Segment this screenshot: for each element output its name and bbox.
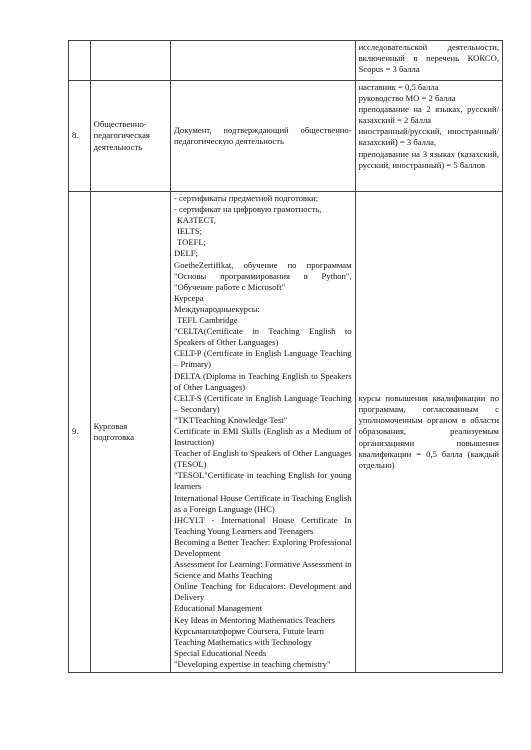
criterion-name-cell: Курсовая подготовка <box>90 192 170 673</box>
course-line: "TESOL"Certificate in teaching English for young learners <box>174 470 352 492</box>
course-line: Online Teaching for Educators: Development and Delivery <box>174 581 352 603</box>
course-line: TOEFL; <box>177 237 207 248</box>
course-line: Курсынаплатформе Coursera, Futute learn <box>174 625 324 636</box>
course-line: "CELTA(Certificate in Teaching English to Speakers of Other Languages) <box>174 326 352 348</box>
course-line: International House Certificate in Teaching English as a Foreign Language (IHC) <box>174 492 352 514</box>
course-line: IHCYLT - International House Certificate In Teaching Young Learners and Teenagers <box>174 514 352 536</box>
table-row-continuation <box>69 41 503 81</box>
course-line: Special Educational Needs <box>174 647 267 658</box>
course-line: GoetheZertifikat, обучение по программам "Основы программирования в Python", "Обучение работе с Microsoft" <box>174 259 352 292</box>
row-number-cell <box>69 41 91 81</box>
course-line: - сертификаты предметной подготовки; <box>174 193 319 203</box>
course-line: DELTA (Diploma in Teaching English to Speakers of Other Languages) <box>174 370 352 392</box>
document-cell <box>171 41 356 81</box>
course-line: DELF; <box>174 248 198 259</box>
course-line: CELT-S (Certificate in English Language Teaching – Secondary) <box>174 392 352 414</box>
course-line: - сертификат на цифровую грамотность, <box>174 204 322 215</box>
criterion-name-cell <box>90 41 170 81</box>
score-cell: курсы повышения квалификации по программам, согласованным с уполномоченным органом в области образования, реализуемым организациями повышения квалификации = 0,5 балла (каждый отдельно) <box>355 192 502 673</box>
course-line: Educational Management <box>174 603 263 614</box>
course-line: IELTS; <box>177 226 203 237</box>
course-line: Assessment for Learning: Formative Assessment in Science and Maths Teaching <box>174 559 352 581</box>
course-line: "TKTTeaching Knowledge Test" <box>174 414 288 425</box>
table-row-8 <box>69 81 503 192</box>
score-line: преподавание на 3 языках (казахский, русский, иностранный) = 5 баллов <box>358 148 499 170</box>
course-line: Key Ideas in Mentoring Mathematics Teachers <box>174 614 335 625</box>
course-line: КАЗТЕСТ, <box>177 215 216 226</box>
course-line: Курсера <box>174 292 204 303</box>
course-line: Certificate in EMI Skills (English as a Medium of Instruction) <box>174 425 352 448</box>
score-cell <box>355 81 502 192</box>
score-cell: исследовательской деятельности, включенный в перечень КОКСО, Scopus = 3 балла <box>355 41 502 81</box>
criterion-name-cell: Общественно-педагогическая деятельность <box>90 81 170 192</box>
course-line: Becoming a Better Teacher: Exploring Professional Development <box>174 536 352 558</box>
course-line: TEFL Cambridge <box>177 315 238 326</box>
document-cell <box>171 192 356 673</box>
score-line: преподавание на 2 языках, русский/казахский = 2 балла <box>358 104 499 126</box>
course-line: "Developing expertise in teaching chemistry" <box>174 658 331 669</box>
score-line: иностранный/русский, иностранный/казахский) = 3 балла, <box>358 126 499 148</box>
course-line: Международныекурсы: <box>174 303 260 314</box>
score-line: наставник = 0,5 балла <box>358 82 439 92</box>
row-number-cell: 8. <box>69 81 91 192</box>
document-cell: Документ, подтверждающий общественно-педагогическую деятельность <box>171 81 356 192</box>
course-line: Teacher of English to Speakers of Other Languages (TESOL) <box>174 448 352 470</box>
table-row-9 <box>69 192 503 673</box>
course-line: Teaching Mathematics with Technology <box>174 636 312 647</box>
score-line: руководство МО = 2 балла <box>358 93 456 104</box>
criteria-table <box>68 40 503 673</box>
course-line: CELT-P (Certificate in English Language Teaching – Primary) <box>174 348 352 370</box>
row-number-cell: 9. <box>69 192 91 673</box>
